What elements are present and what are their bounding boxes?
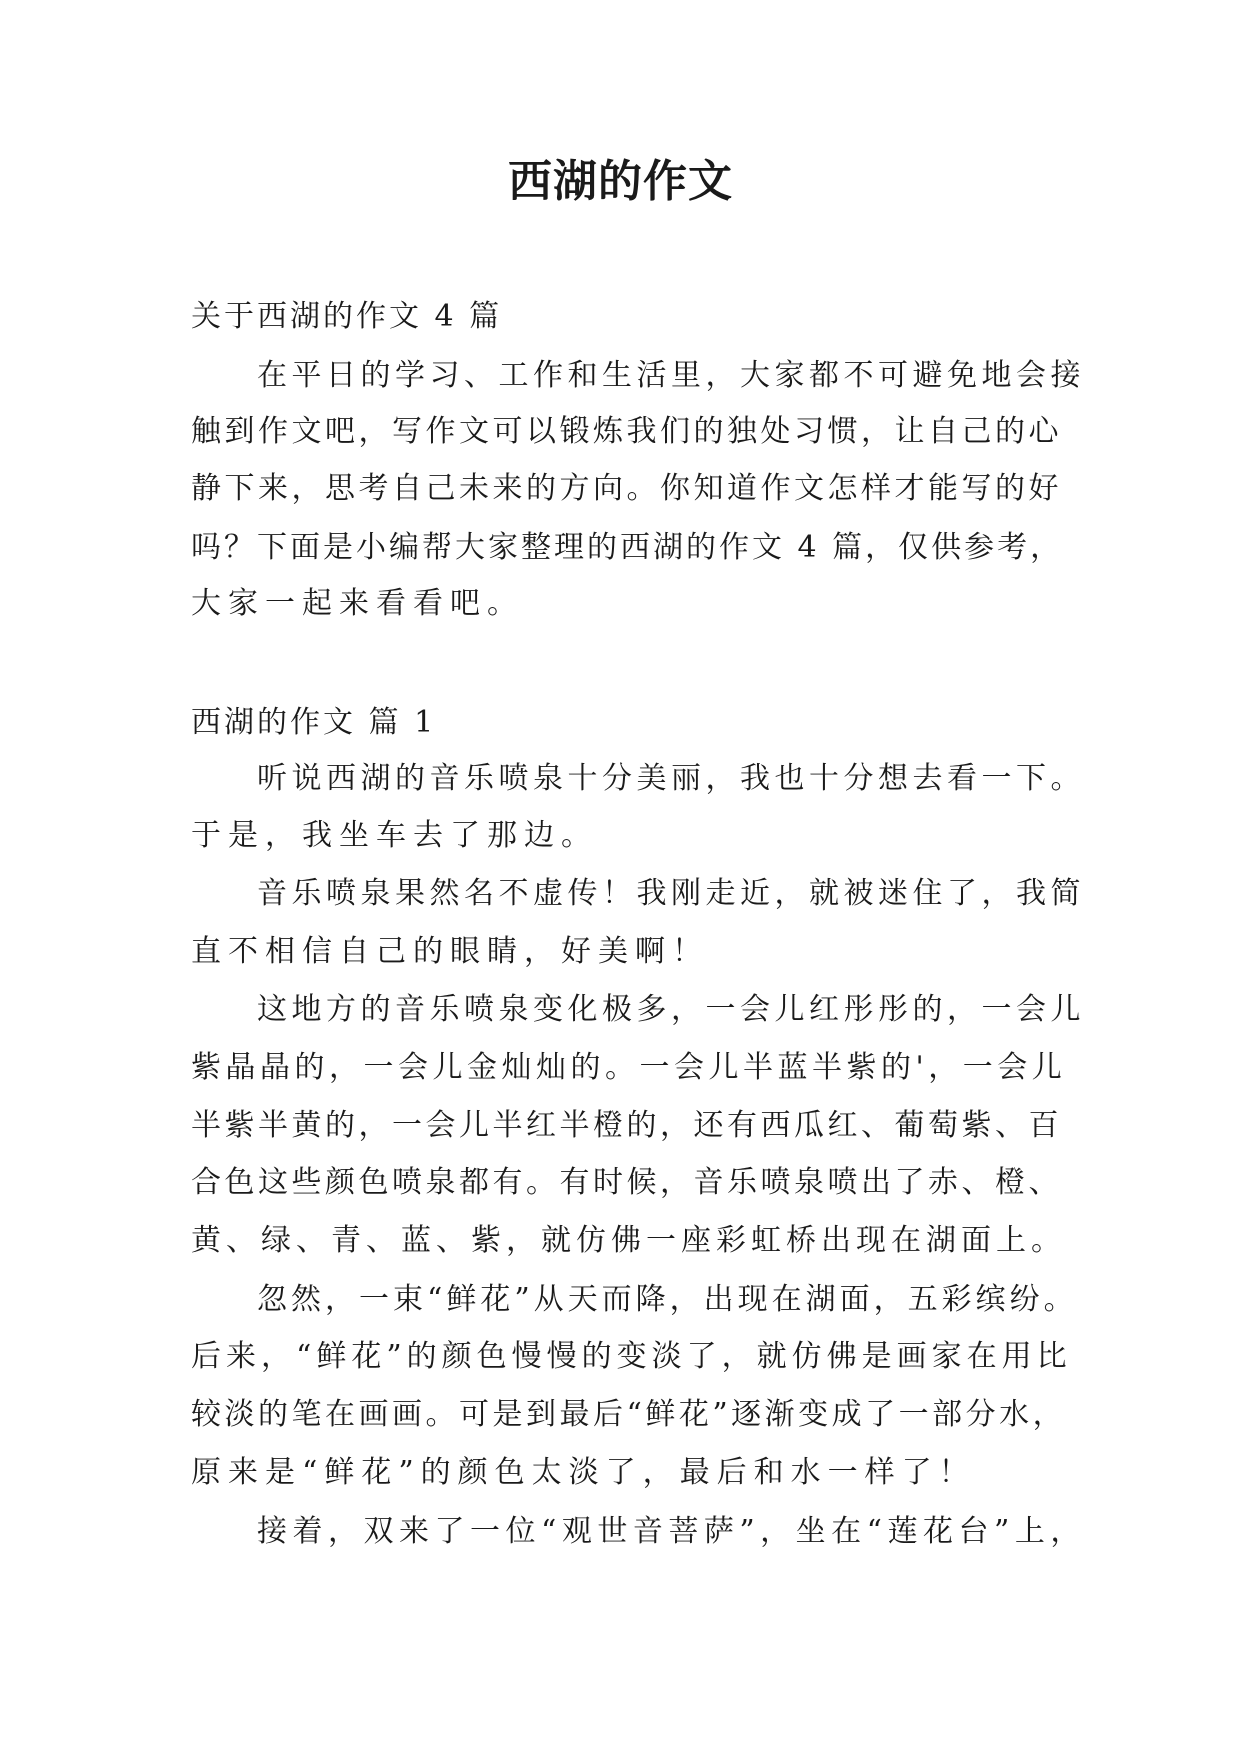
body-paragraph-line: 半紫半黄的，一会儿半红半橙的，还有西瓜红、葡萄紫、百	[191, 1108, 1062, 1143]
intro-paragraph-line: 触到作文吧，写作文可以锻炼我们的独处习惯，让自己的心	[191, 414, 1062, 449]
body-paragraph-line: 这地方的音乐喷泉变化极多，一会儿红彤彤的，一会儿	[257, 992, 1085, 1027]
section-heading: 西湖的作文 篇 1	[191, 705, 437, 740]
body-paragraph-line: 原来是“鲜花”的颜色太淡了，最后和水一样了！	[191, 1455, 976, 1490]
intro-heading: 关于西湖的作文 4 篇	[191, 299, 503, 334]
body-paragraph-line: 较淡的笔在画画。可是到最后“鲜花”逐渐变成了一部分水，	[191, 1397, 1067, 1432]
intro-paragraph-line: 吗？下面是小编帮大家整理的西湖的作文 4 篇，仅供参考，	[191, 530, 1064, 565]
body-paragraph-line: 黄、绿、青、蓝、紫，就仿佛一座彩虹桥出现在湖面上。	[191, 1223, 1066, 1258]
body-paragraph-line: 紫晶晶的，一会儿金灿灿的。一会儿半蓝半紫的'，一会儿	[191, 1050, 1067, 1085]
body-paragraph-line: 忽然，一束“鲜花”从天而降，出现在湖面，五彩缤纷。	[257, 1282, 1078, 1317]
body-paragraph-line: 直不相信自己的眼睛，好美啊！	[191, 934, 709, 969]
body-paragraph-line: 听说西湖的音乐喷泉十分美丽，我也十分想去看一下。	[257, 761, 1085, 796]
body-paragraph-line: 合色这些颜色喷泉都有。有时候，音乐喷泉喷出了赤、橙、	[191, 1165, 1062, 1200]
intro-paragraph-line: 大家一起来看看吧。	[191, 586, 524, 621]
body-paragraph-line: 后来，“鲜花”的颜色慢慢的变淡了，就仿佛是画家在用比	[191, 1339, 1072, 1374]
body-paragraph-line: 接着，双来了一位“观世音菩萨”，坐在“莲花台”上，	[257, 1514, 1086, 1549]
body-paragraph-line: 音乐喷泉果然名不虚传！我刚走近，就被迷住了，我简	[257, 876, 1085, 911]
intro-paragraph-line: 静下来，思考自己未来的方向。你知道作文怎样才能写的好	[191, 471, 1062, 506]
document-title: 西湖的作文	[508, 156, 733, 207]
body-paragraph-line: 于是，我坐车去了那边。	[191, 818, 598, 853]
intro-paragraph-line: 在平日的学习、工作和生活里，大家都不可避免地会接	[257, 358, 1085, 393]
